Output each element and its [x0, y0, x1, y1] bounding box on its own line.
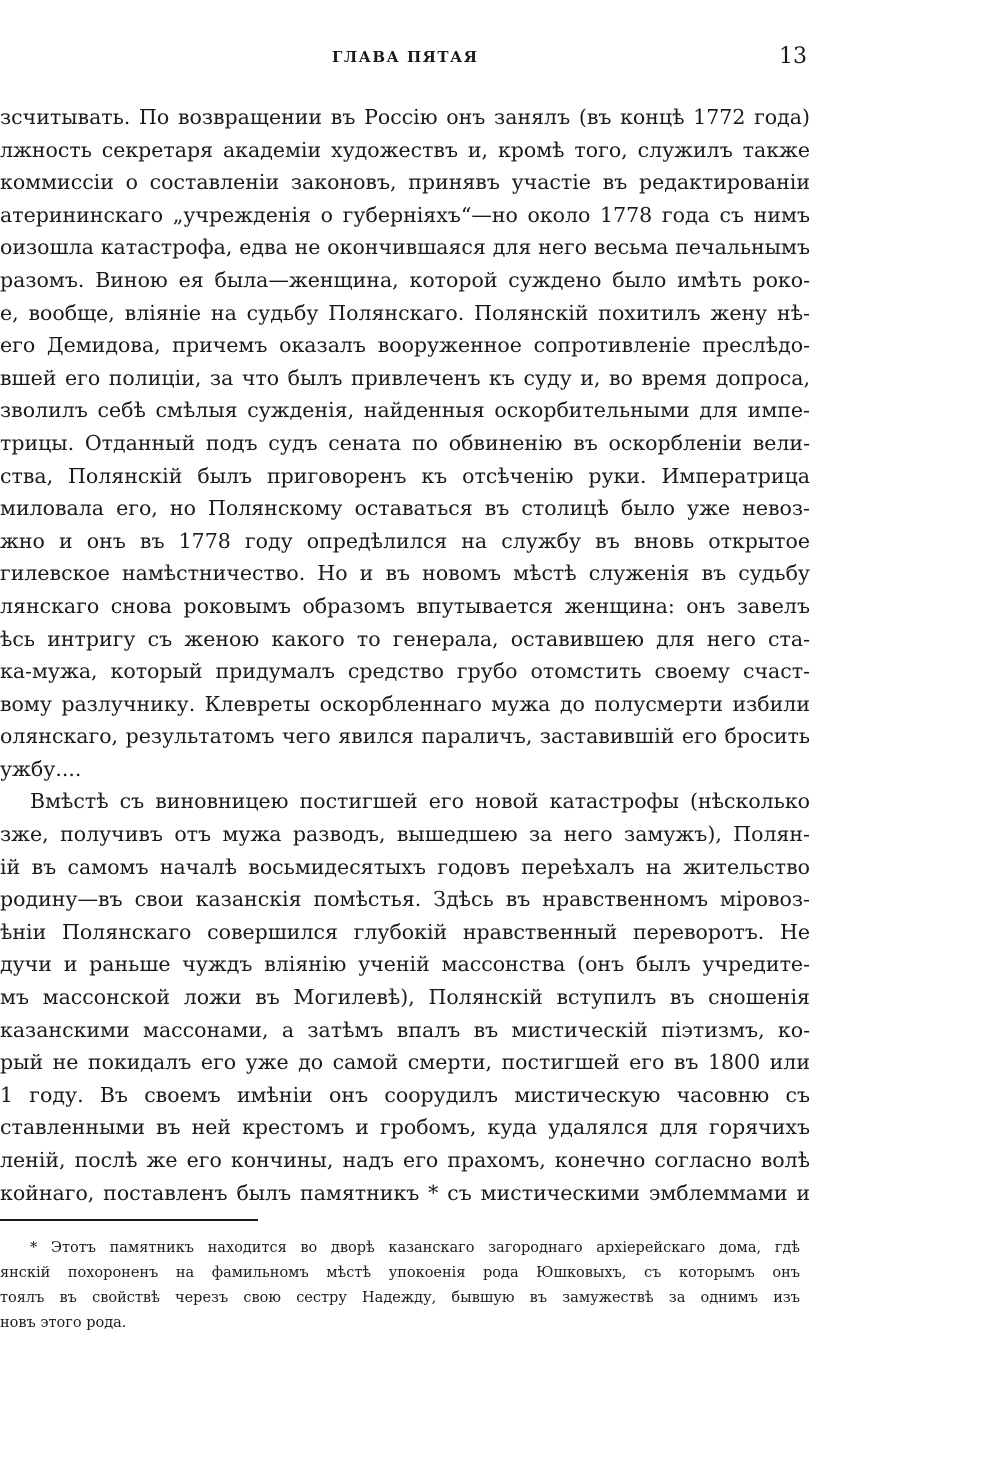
- footnote-line: новъ этого рода.: [0, 1315, 127, 1331]
- text-line: рый не покидалъ его уже до самой смерти, постигшей его въ 1800 или: [0, 1050, 810, 1075]
- text-line: вшей его полиціи, за что былъ привлеченъ къ суду и, во время допроса,: [0, 365, 810, 390]
- text-line: койнаго, поставленъ былъ памятникъ * съ мистическими эмблеммами и: [0, 1180, 810, 1205]
- footnote-divider: [0, 1219, 258, 1221]
- footnote-line: янскій похороненъ на фамильномъ мѣстѣ упокоенія рода Юшковыхъ, съ которымъ онъ: [0, 1265, 800, 1281]
- text-line: гилевское намѣстничество. Но и въ новомъ мѣстѣ служенія въ судьбу: [0, 561, 810, 586]
- text-line: зсчитывать. По возвращении въ Россію онъ занялъ (въ концѣ 1772 года): [0, 105, 810, 129]
- text-line: вому разлучнику. Клевреты оскорбленнаго мужа до полусмерти избили: [0, 691, 810, 716]
- text-line: лянскаго снова роковымъ образомъ впутывается женщина: онъ завелъ: [0, 593, 810, 618]
- text-line: казанскими массонами, а затѣмъ впалъ въ мистическій піэтизмъ, ко-: [0, 1017, 810, 1042]
- text-line: зволилъ себѣ смѣлыя сужденія, найденныя оскорбительными для импе-: [0, 398, 810, 423]
- running-head: ГЛАВА ПЯТАЯ: [332, 48, 479, 66]
- text-line: леній, послѣ же его кончины, надъ его прахомъ, конечно согласно волѣ: [0, 1148, 810, 1172]
- text-line: атерининскаго „учрежденія о губерніяхъ“—но около 1778 года съ нимъ: [0, 202, 810, 227]
- text-line: зже, получивъ отъ мужа разводъ, вышедшею за него замужъ), Полян-: [0, 822, 810, 847]
- text-line: родину—въ свои казанскія помѣстья. Здѣсь въ нравственномъ міровоз-: [0, 887, 810, 912]
- text-line: жно и онъ въ 1778 году опредѣлился на службу въ вновь открытое: [0, 528, 810, 553]
- body-text: [0, 101, 810, 1209]
- footnote: [0, 1236, 800, 1336]
- text-line: его Демидова, причемъ оказалъ вооруженное сопротивленіе преслѣдо-: [0, 333, 810, 358]
- page-number: 13: [779, 44, 807, 69]
- text-line: ій въ самомъ началѣ восьмидесятыхъ годовъ переѣхалъ на жительство: [0, 854, 810, 879]
- text-line: дучи и раньше чуждъ вліянію ученій массонства (онъ былъ учредите-: [0, 952, 810, 977]
- text-line: лжность секретаря академіи художествъ и, кромѣ того, служилъ также: [0, 137, 810, 162]
- text-line: мъ массонской ложи въ Могилевѣ), Полянскій вступилъ въ сношенія: [0, 985, 810, 1010]
- page-header: [0, 44, 984, 74]
- text-line: разомъ. Виною ея была—женщина, которой суждено было имѣть роко-: [0, 267, 810, 292]
- footnote-line: тоялъ въ свойствѣ черезъ свою сестру Надежду, бывшую въ замужествѣ за однимъ изъ: [0, 1290, 800, 1306]
- text-line: 1 году. Въ своемъ имѣніи онъ соорудилъ мистическую часовню съ: [0, 1082, 810, 1107]
- text-line: коммиссіи о составленіи законовъ, принявъ участіе въ редактированіи: [0, 170, 810, 195]
- text-line: трицы. Отданный подъ судъ сената по обвиненію въ оскорбленіи вели-: [0, 430, 810, 455]
- text-line: оизошла катастрофа, едва не окончившаяся для него весьма печальнымъ: [0, 235, 810, 260]
- footnote-line: * Этотъ памятникъ находится во дворѣ казанскаго загороднаго архіерейскаго дома, гдѣ: [30, 1240, 800, 1256]
- text-line: ства, Полянскій былъ приговоренъ къ отсѣченію руки. Императрица: [0, 463, 810, 488]
- text-line: ка-мужа, который придумалъ средство грубо отомстить своему счаст-: [0, 659, 810, 684]
- text-line: ставленными въ ней крестомъ и гробомъ, куда удалялся для горячихъ: [0, 1115, 810, 1140]
- text-line: олянскаго, результатомъ чего явился параличъ, заставившій его бросить: [0, 724, 810, 749]
- text-line: е, вообще, вліяніе на судьбу Полянскаго. Полянскій похитилъ жену нѣ-: [0, 300, 810, 325]
- text-line: ѣніи Полянскаго совершился глубокій нравственный переворотъ. Не: [0, 919, 810, 944]
- text-line: Вмѣстѣ съ виновницею постигшей его новой катастрофы (нѣсколько: [30, 789, 810, 814]
- text-line: ужбу....: [0, 756, 82, 781]
- text-line: миловала его, но Полянскому оставаться въ столицѣ было уже невоз-: [0, 496, 810, 521]
- text-line: ѣсь интригу съ женою какого то генерала, оставившею для него ста-: [0, 626, 810, 651]
